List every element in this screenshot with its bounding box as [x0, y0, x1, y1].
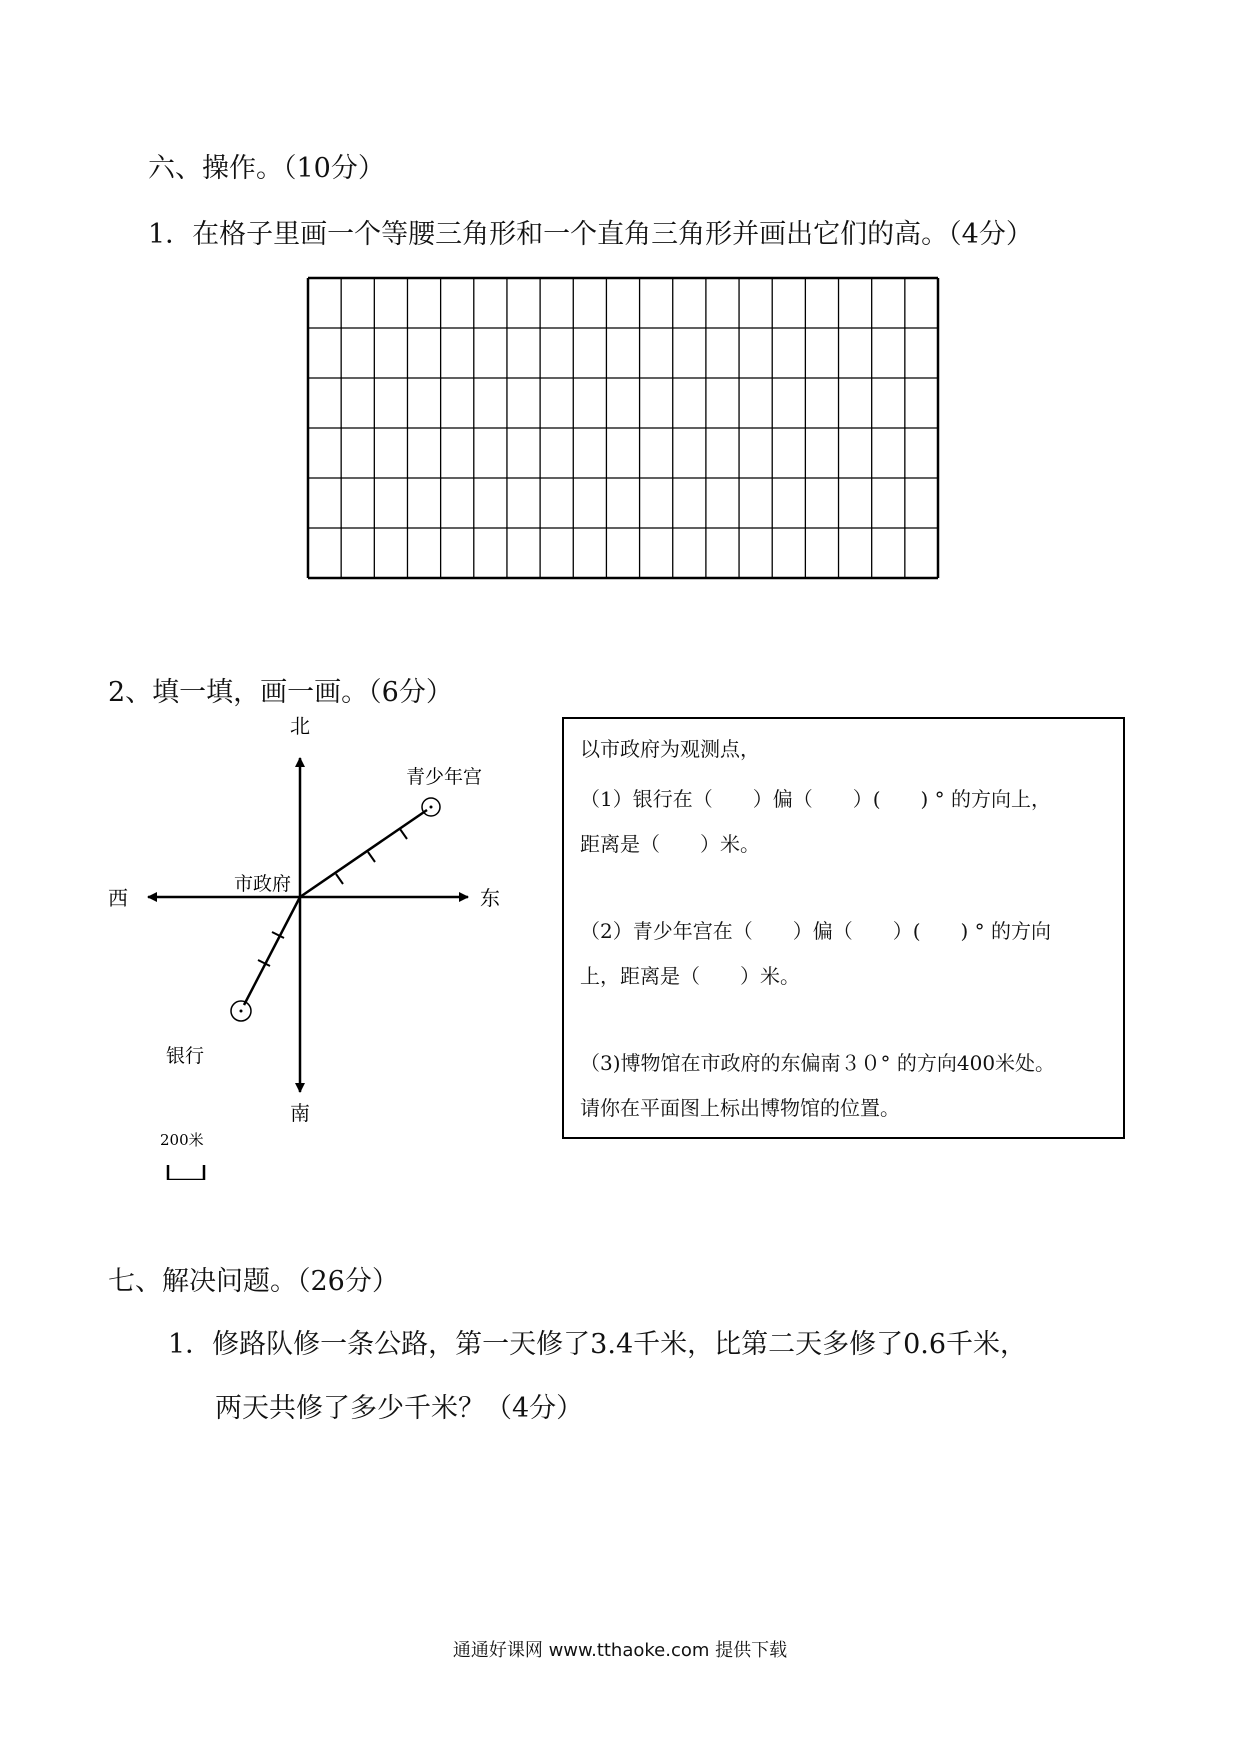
scale-bar [168, 1165, 204, 1180]
box-line-6: （3)博物馆在市政府的东偏南３０° 的方向400米处。 [580, 1051, 1056, 1075]
city-hall-label: 市政府 [234, 873, 292, 895]
east-label: 东 [480, 886, 500, 910]
box-line-3: 距离是（ ）米。 [580, 832, 760, 856]
youth-palace-ray [300, 810, 427, 897]
problem-1-line-1: 1．修路队修一条公路，第一天修了3.4千米，比第二天多修了0.6千米， [168, 1329, 1028, 1360]
youth-palace-label: 青少年宫 [406, 766, 483, 788]
box-line-1: 以市政府为观测点， [580, 737, 760, 761]
question-1: 1．在格子里画一个等腰三角形和一个直角三角形并画出它们的高。（4分） [148, 219, 1033, 250]
bank-ray [244, 897, 300, 1005]
south-label: 南 [290, 1101, 310, 1125]
section6-heading: 六、操作。（10分） [148, 153, 385, 184]
question-2: 2、填一填，画一画。（6分） [108, 677, 453, 708]
box-line-4: （2）青少年宫在（ ）偏（ ）( ) ° 的方向 [580, 919, 1052, 943]
bank-label: 银行 [166, 1045, 205, 1067]
north-label: 北 [290, 714, 310, 738]
compass-map [100, 700, 540, 1180]
section7-heading: 七、解决问题。（26分） [108, 1266, 399, 1297]
box-line-2: （1）银行在（ ）偏（ ）( ) ° 的方向上， [580, 787, 1052, 811]
problem-1-line-2: 两天共修了多少千米？（4分） [215, 1393, 584, 1424]
box-line-7: 请你在平面图上标出博物馆的位置。 [580, 1096, 900, 1120]
west-label: 西 [108, 886, 128, 910]
scale-label: 200米 [160, 1131, 204, 1149]
question-box [562, 717, 1125, 1139]
box-line-5: 上，距离是（ ）米。 [580, 964, 800, 988]
footer-credit: 通通好课网 www.tthaoke.com 提供下载 [452, 1640, 788, 1661]
drawing-grid[interactable] [306, 276, 940, 580]
